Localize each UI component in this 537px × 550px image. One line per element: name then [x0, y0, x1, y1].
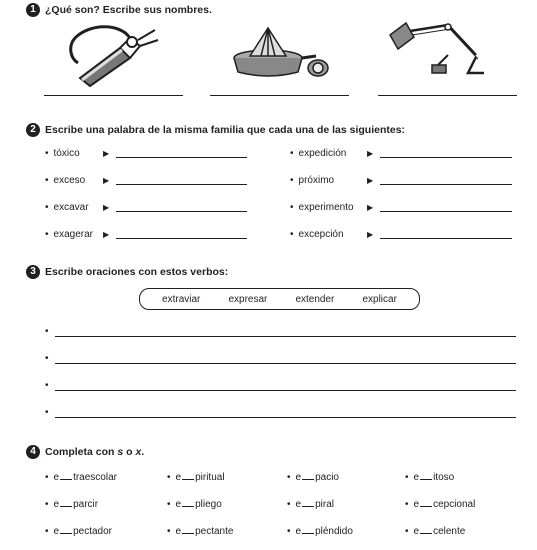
verb-item: extraviar [162, 293, 201, 305]
fill-item[interactable]: • e pacio [287, 471, 339, 483]
sentence-line[interactable] [55, 363, 516, 364]
sentence-bullet [45, 380, 54, 391]
arrow-icon: ▶ [103, 230, 110, 239]
exercise-2-title: Escribe una palabra de la misma familia que cada una de las siguientes: [45, 124, 406, 136]
sentence-line[interactable] [55, 336, 516, 337]
answer-line-1[interactable] [44, 95, 183, 96]
fill-item[interactable]: • e pliego [167, 498, 222, 510]
exercise-2-number: 2 [26, 123, 40, 137]
sentence-bullet [45, 326, 54, 337]
word-item: • experimento [290, 202, 354, 213]
arrow-icon: ▶ [103, 203, 110, 212]
exercise-4-title: Completa con s o x. [45, 446, 145, 458]
letter-s: s [117, 446, 124, 458]
letter-x: x [135, 446, 142, 458]
fill-item[interactable]: • e piritual [167, 471, 225, 483]
exercise-3-title: Escribe oraciones con estos verbos: [45, 266, 229, 278]
fill-item[interactable]: • e parcir [45, 498, 98, 510]
answer-line-3[interactable] [378, 95, 517, 96]
answer-line-2[interactable] [210, 95, 349, 96]
answer-line[interactable] [116, 211, 247, 212]
answer-line[interactable] [116, 238, 247, 239]
word-item: • exceso [45, 175, 85, 186]
word-item: • exagerar [45, 229, 93, 240]
sentence-line[interactable] [55, 417, 516, 418]
word-item: • excavar [45, 202, 89, 213]
verb-box [139, 288, 420, 310]
fill-item[interactable]: • e cepcional [405, 498, 475, 510]
arrow-icon: ▶ [103, 176, 110, 185]
answer-line[interactable] [116, 157, 247, 158]
sentence-line[interactable] [55, 390, 516, 391]
arrow-icon: ▶ [367, 230, 374, 239]
word-item: • expedición [290, 148, 346, 159]
desk-lamp-image [388, 15, 488, 80]
fire-extinguisher-image [60, 18, 170, 88]
answer-line[interactable] [380, 184, 512, 185]
sentence-bullet [45, 353, 54, 364]
exercise-3-number: 3 [26, 265, 40, 279]
answer-line[interactable] [380, 238, 512, 239]
fill-item[interactable]: • e pectante [167, 525, 233, 537]
word-item: • excepción [290, 229, 344, 240]
fill-item[interactable]: • e celente [405, 525, 465, 537]
answer-line[interactable] [116, 184, 247, 185]
exercise-4-number: 4 [26, 445, 40, 459]
answer-line[interactable] [380, 211, 512, 212]
verb-item: expresar [228, 293, 268, 305]
fill-item[interactable]: • e pectador [45, 525, 112, 537]
fill-item[interactable]: • e traescolar [45, 471, 117, 483]
arrow-icon: ▶ [367, 203, 374, 212]
fill-item[interactable]: • e itoso [405, 471, 454, 483]
word-item: • próximo [290, 175, 334, 186]
juicer-image [228, 20, 338, 80]
arrow-icon: ▶ [367, 149, 374, 158]
fill-item[interactable]: • e pléndido [287, 525, 353, 537]
exercise-1-number: 1 [26, 3, 40, 17]
word-item: • tóxico [45, 148, 80, 159]
verb-item: explicar [362, 293, 397, 305]
answer-line[interactable] [380, 157, 512, 158]
exercise-1-title: ¿Qué son? Escribe sus nombres. [45, 4, 212, 16]
arrow-icon: ▶ [367, 176, 374, 185]
verb-item: extender [295, 293, 335, 305]
fill-item[interactable]: • e piral [287, 498, 334, 510]
sentence-bullet [45, 407, 54, 418]
arrow-icon: ▶ [103, 149, 110, 158]
